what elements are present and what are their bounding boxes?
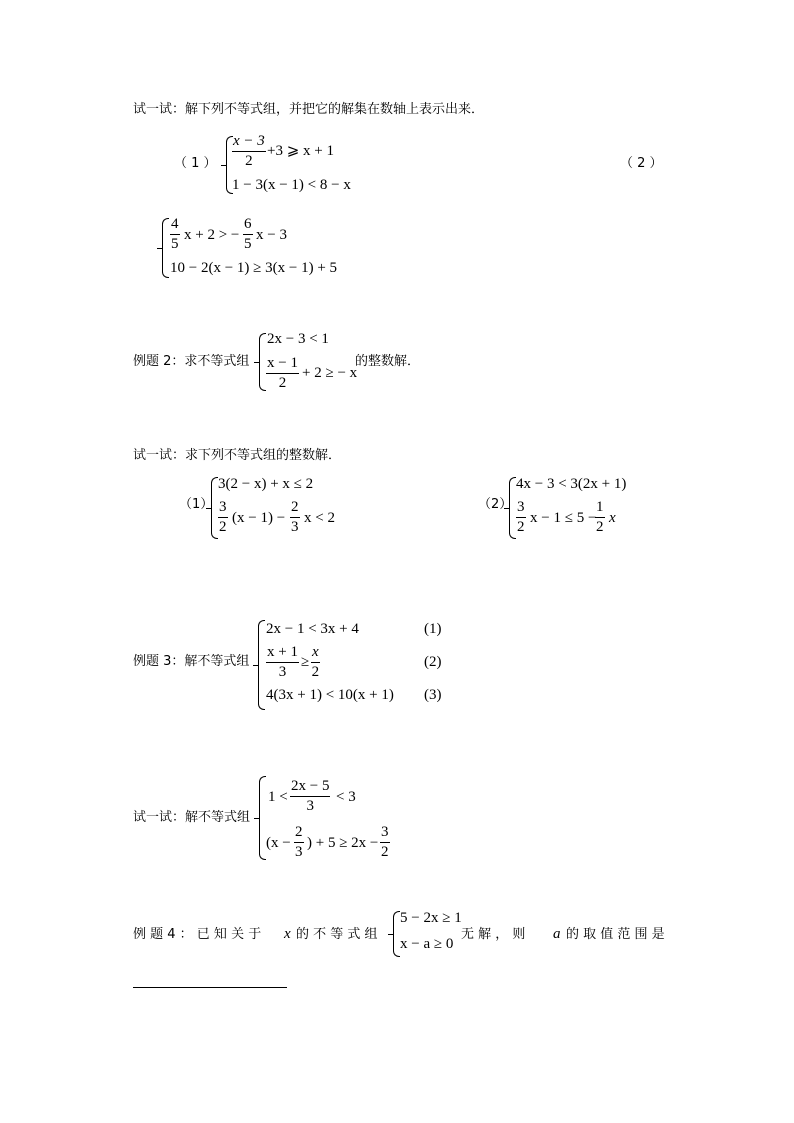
fraction-numerator: 3	[516, 500, 526, 518]
fraction-numerator: 4	[170, 217, 180, 235]
example3-frac-b	[311, 645, 320, 680]
block3-line2-frac-b	[380, 825, 390, 860]
block1-p2-brace	[162, 218, 169, 278]
block3-line2-mid: ) + 5 ≥ 2x −	[307, 835, 379, 851]
block1-p1-fraction	[232, 134, 266, 169]
fraction-denominator: 2	[381, 844, 389, 860]
fraction-denominator: 3	[291, 519, 299, 535]
block3-line1-a: 1 <	[268, 789, 288, 805]
example4-mid: 的 不 等 式 组	[296, 927, 378, 942]
example4-end: 的 取 值 范 围 是	[566, 927, 665, 942]
example2-brace	[259, 333, 266, 391]
fraction-denominator: 3	[278, 664, 287, 680]
block1-p1-line1-rest: +3 ⩾ x + 1	[267, 143, 334, 159]
example4-var-a: a	[553, 926, 561, 942]
block1-p2-line1-end: x − 3	[256, 227, 287, 243]
example3-frac-a	[266, 645, 299, 680]
block1-p2-frac-a	[170, 217, 180, 252]
fraction-numerator: x − 3	[232, 134, 266, 152]
example4-line2: x − a ≥ 0	[400, 936, 454, 952]
example3-brace	[258, 620, 265, 710]
block2-label-2: （2）	[478, 497, 513, 512]
block1-p2-line2: 10 − 2(x − 1) ≥ 3(x − 1) + 5	[170, 260, 338, 276]
example3-prefix: 例题 3：解不等式组	[133, 654, 250, 669]
block2-p1-frac-a	[218, 500, 228, 535]
example2-prefix: 例题 2：求不等式组	[133, 354, 250, 369]
example2-line1: 2x − 3 < 1	[267, 331, 329, 347]
block1-p1-line2: 1 − 3(x − 1) < 8 − x	[232, 177, 351, 193]
block3-line2-a: (x −	[266, 835, 291, 851]
example3-line1: 2x − 1 < 3x + 4	[266, 621, 359, 637]
fraction-numerator: x	[311, 645, 320, 663]
block3-prefix: 试一试：解不等式组	[133, 810, 251, 825]
example3-line3: 4(3x + 1) < 10(x + 1)	[266, 687, 394, 703]
block2-p2-frac-a	[516, 500, 526, 535]
answer-blank-line	[133, 987, 287, 988]
example4-brace	[393, 911, 400, 957]
fraction-numerator: 1	[595, 500, 605, 518]
fraction-denominator: 3	[306, 798, 314, 814]
fraction-denominator: 5	[244, 236, 252, 252]
example4-after: 无 解 ， 则	[461, 927, 526, 942]
fraction-numerator: 2	[290, 500, 300, 518]
block2-p2-frac-b	[595, 500, 605, 535]
block2-p2-line1: 4x − 3 < 3(2x + 1)	[516, 476, 627, 492]
example3-tag-2: (2)	[424, 654, 442, 670]
block1-p2-frac-b	[243, 217, 253, 252]
fraction-numerator: 6	[243, 217, 253, 235]
example4-var-x: x	[284, 926, 291, 942]
example2-line2-rest: + 2 ≥ − x	[302, 365, 358, 381]
block2-p2-brace	[509, 477, 516, 539]
block2-p2-line2-end: x	[609, 510, 616, 526]
fraction-denominator: 2	[596, 519, 604, 535]
block2-p1-line2-mid: (x − 1) −	[232, 510, 286, 526]
fraction-numerator: x + 1	[266, 645, 299, 663]
fraction-denominator: 2	[278, 375, 287, 391]
fraction-denominator: 2	[245, 153, 253, 169]
block2-p2-line2-mid: x − 1 ≤ 5 −	[530, 510, 597, 526]
block2-p1-line2-end: x < 2	[304, 510, 335, 526]
example3-line2-mid: ≥	[301, 654, 310, 670]
fraction-numerator: 3	[380, 825, 390, 843]
fraction-numerator: 2x − 5	[290, 779, 330, 797]
fraction-denominator: 2	[517, 519, 525, 535]
block1-title: 试一试：解下列不等式组，并把它的解集在数轴上表示出来．	[133, 102, 485, 117]
block3-line1-b: < 3	[336, 789, 356, 805]
block1-label-2: （ 2 ）	[620, 156, 663, 171]
block3-brace	[259, 776, 266, 860]
example4-line1: 5 − 2x ≥ 1	[400, 910, 462, 926]
fraction-denominator: 2	[219, 519, 227, 535]
block3-line1-frac	[290, 779, 330, 814]
fraction-numerator: x − 1	[266, 356, 299, 374]
block2-p1-brace	[211, 477, 218, 539]
example3-tag-3: (3)	[424, 687, 442, 703]
fraction-denominator: 5	[171, 236, 179, 252]
fraction-denominator: 2	[311, 664, 320, 680]
block2-p1-frac-b	[290, 500, 300, 535]
block2-title: 试一试：求下列不等式组的整数解．	[133, 448, 342, 463]
block3-line2-frac-a	[294, 825, 304, 860]
fraction-numerator: 3	[218, 500, 228, 518]
example2-suffix: 的整数解．	[355, 354, 421, 369]
example4-prefix: 例 题 4 ： 已 知 关 于	[133, 927, 262, 942]
block2-p1-line1: 3(2 − x) + x ≤ 2	[218, 476, 314, 492]
example3-tag-1: (1)	[424, 621, 442, 637]
block1-label-1: （ 1 ）	[174, 156, 217, 171]
block1-p2-line1-mid: x + 2 > −	[184, 227, 240, 243]
fraction-numerator: 2	[294, 825, 304, 843]
block2-label-1: （1）	[179, 497, 214, 512]
example2-fraction	[266, 356, 299, 391]
fraction-denominator: 3	[295, 844, 303, 860]
